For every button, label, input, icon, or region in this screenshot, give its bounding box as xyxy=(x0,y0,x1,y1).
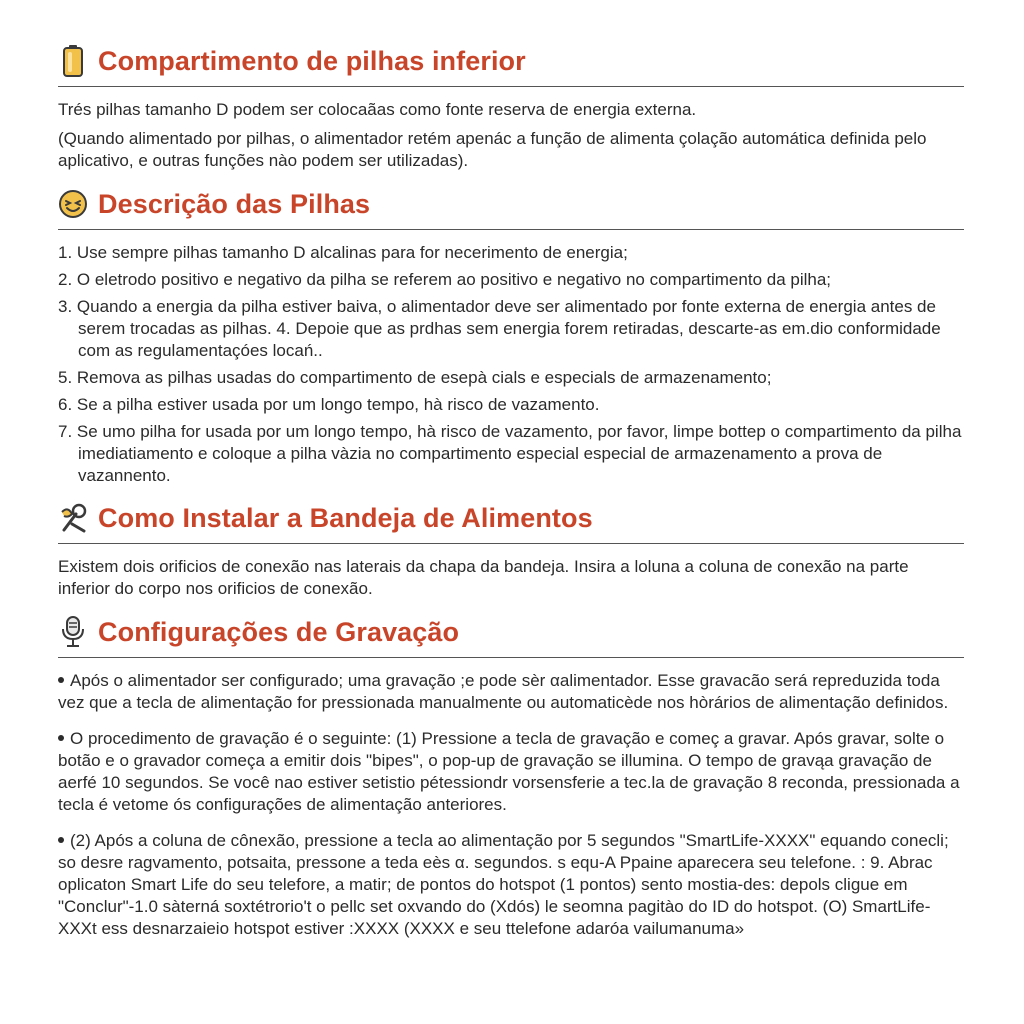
list-item xyxy=(58,670,964,714)
bullet-text: O procedimento de gravação é o seguinte: (1) Pressione a tecla de gravação e começ a gravar. Após gravar, solte o botão e o gravador começa a emitir dois "bipes", o pop-up de gravação se illumina. O tempo de gravąa gravação de aerfé 10 segundos. Se você nao estiver setistio pétessiondr vorsensferie a tec.la de gravação 8 reconda, pressionada a tecla é vetome ós configurações de alimentação anteriores. xyxy=(58,729,960,814)
list-item: 7. Se umo pilha for usada por um longo tempo, hà risco de vazamento, por favor, limpe bottep o compartimento da pilha imediatiamento e coloque a pilha vàzia no compartimento especial especial de armazenamento a prova de vazannento. xyxy=(58,422,962,485)
smiley-icon xyxy=(58,187,88,221)
list-item: 2. O eletrodo positivo e negativo da pilha se referem ao positivo e negativo no compartimento da pilha; xyxy=(58,270,832,289)
microphone-icon xyxy=(58,615,88,649)
section-title: Descrição das Pilhas xyxy=(98,188,371,219)
section-recording-settings xyxy=(58,607,964,940)
list-item: 3. Quando a energia da pilha estiver baiva, o alimentador deve ser alimentado por fonte externa de energia antes de serem trocadas as pilhas. 4. Depoie que as prdhas sem energia forem retiradas, descarte-as em.dio conformidade com as regulamentaçóes locań.. xyxy=(58,297,941,360)
paragraph: Trés pilhas tamanho D podem ser colocaãas como fonte reserva de energia externa. xyxy=(58,100,697,119)
section-battery-description xyxy=(58,179,964,487)
section-title: Compartimento de pilhas inferior xyxy=(98,45,526,76)
list-item: 5. Remova as pilhas usadas do compartimento de esepà cials e especials de armazenamento; xyxy=(58,368,772,387)
bullet-text: Após o alimentador ser configurado; uma gravação ;e pode sèr αalimentador. Esse gravacão será repreduzida toda vez que a tecla de alimentação for pressionada manualmente ou automaticède nos hòrários de alimentação definidos. xyxy=(58,671,949,712)
bullet-text: (2) Após a coluna de cônexão, pressione a tecla ao alimentação por 5 segundos "SmartLife-XXXX" equando conecli; so desre ragvamento, potsaita, pressone a teda eès α. segundos. s equ-A Ppaine aparecera seu telefone. : 9. Abrac oplicaton Smart Life do seu telefore, a matir; de pontos do hotspot (1 pontos) sento mostia-des: depols cligue em "Conclur"-1.0 sàterná soxtétrorio't o pellc set oxvando do (Xdós) le seomna pagitào do ID do hotspot. (O) SmartLife-XXXt ess desnarzaieio hotspot estiver :XXXX (XXXX e seu ttelefone adaróa vailumanuma» xyxy=(58,831,949,938)
section-install-tray xyxy=(58,493,964,600)
bullet-icon xyxy=(58,837,64,843)
list-item: 6. Se a pilha estiver usada por um longo tempo, hà risco de vazamento. xyxy=(58,395,600,414)
battery-icon xyxy=(58,44,88,78)
section-heading xyxy=(58,36,964,87)
recording-bullets xyxy=(58,670,964,940)
bullet-icon xyxy=(58,677,64,683)
tools-icon xyxy=(58,501,88,535)
list-item xyxy=(58,830,964,940)
battery-instructions-list xyxy=(58,242,964,487)
paragraph: (Quando alimentado por pilhas, o alimentador retém apenác a função de alimenta çolação automática definida pelo aplicativo, e outras funções nào podem ser utilizadas). xyxy=(58,129,927,170)
section-title: Configurações de Gravação xyxy=(98,616,460,647)
list-item: 1. Use sempre pilhas tamanho D alcalinas para for necerimento de energia; xyxy=(58,243,628,262)
section-title: Como Instalar a Bandeja de Alimentos xyxy=(98,502,593,533)
section-heading xyxy=(58,179,964,230)
section-heading xyxy=(58,493,964,544)
document-page xyxy=(58,36,964,954)
section-heading xyxy=(58,607,964,658)
bullet-icon xyxy=(58,735,64,741)
list-item xyxy=(58,728,964,816)
section-battery-compartment xyxy=(58,36,964,172)
paragraph: Existem dois orificios de conexão nas laterais da chapa da bandeja. Insira a loluna a coluna de conexão na parte inferior do corpo nos orificios de conexão. xyxy=(58,557,909,598)
